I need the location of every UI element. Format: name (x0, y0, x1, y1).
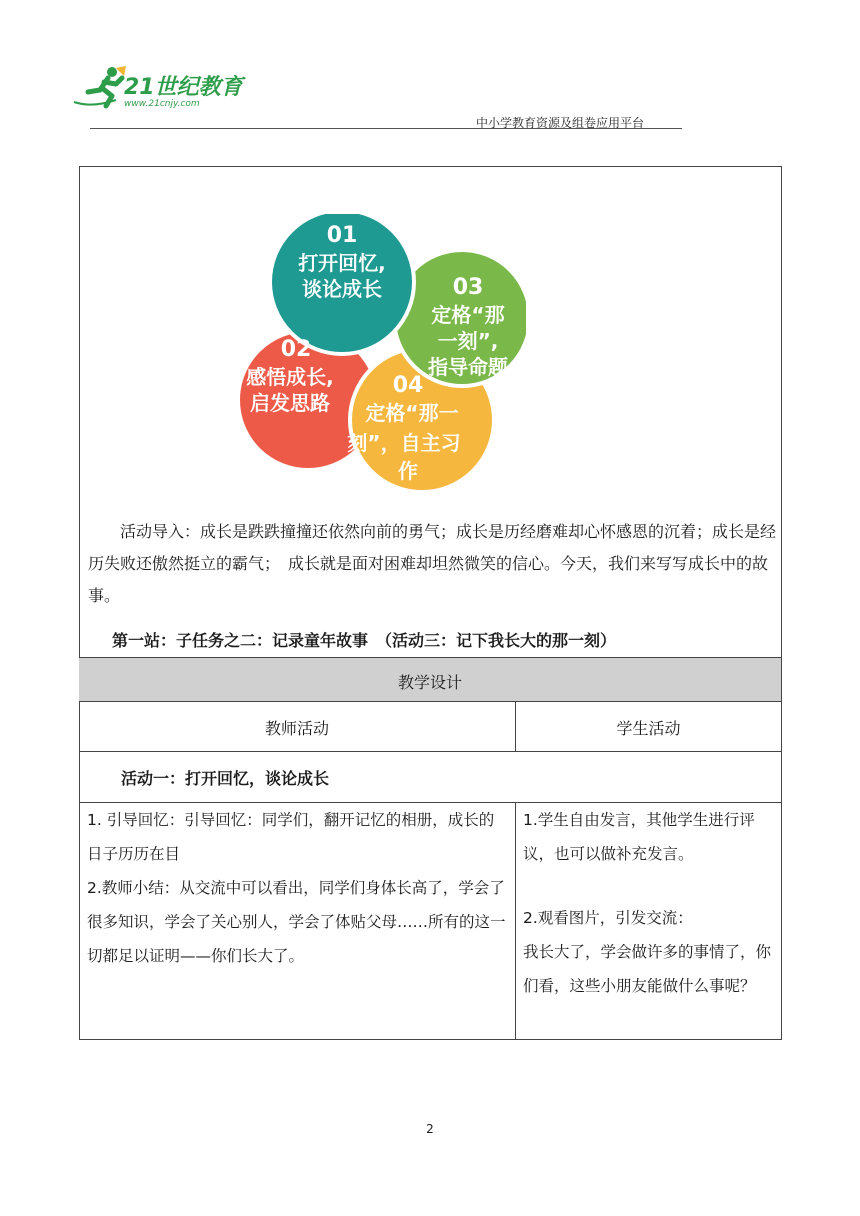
activity-flow-diagram (236, 214, 526, 500)
station-title: 第一站：子任务之二：记录童年故事 （活动三：记下我长大的那一刻） (112, 631, 617, 650)
student-item: 1.学生自由发言，其他学生进行评议，也可以做补充发言。 (523, 811, 755, 863)
teacher-item: 1. 引导回忆：引导回忆：同学们，翻开记忆的相册，成长的日子历历在目 (87, 811, 495, 863)
circle-02-line2: 启发思路 (250, 391, 330, 415)
platform-name: 中小学教育资源及组卷应用平台 (476, 116, 645, 130)
circle-04-line3: 作 (398, 459, 418, 483)
column-divider (515, 802, 516, 1039)
logo-url: www.21cnjy.com (124, 99, 200, 109)
circle-04-line2: 刻”，自主习 (347, 431, 461, 455)
teacher-item: 2.教师小结：从交流中可以看出，同学们身体长高了，学会了很多知识，学会了关心别人，学会了体贴父母……所有的这一切都足以证明——你们长大了。 (87, 879, 506, 965)
circle-02-number: 02 (280, 337, 312, 362)
circle-01-line1: 打开回忆, (298, 251, 386, 275)
circle-04-line1: 定格“那一 (365, 401, 459, 425)
student-item: 我长大了，学会做许多的事情了，你们看，这些小朋友能做什么事呢？ (523, 943, 772, 995)
intro-paragraph: 活动导入：成长是跌跌撞撞还依然向前的勇气；成长是历经磨难却心怀感恩的沉着；成长是经历失败还傲然挺立的霸气； 成长就是面对困难却坦然微笑的信心。今天，我们来写写成长中的故事。 (88, 522, 777, 605)
table-divider (79, 751, 782, 752)
student-activity-cell (523, 803, 777, 1003)
circle-04-number: 04 (392, 373, 424, 398)
circle-01-number: 01 (326, 223, 358, 248)
table-border-right (781, 166, 782, 1040)
teacher-activity-header: 教师活动 (264, 719, 329, 738)
design-label: 教学设计 (397, 673, 462, 692)
page-number: 2 (426, 1122, 434, 1136)
student-item: 2.观看图片，引发交流： (523, 909, 693, 927)
runner-icon (74, 66, 126, 106)
logo-text: 21世纪教育 (124, 75, 243, 100)
header-divider (90, 128, 682, 129)
activity-title: 活动一：打开回忆，谈论成长 (121, 769, 330, 788)
teacher-activity-cell (87, 803, 509, 973)
circle-03-line2: 一刻”, (437, 329, 499, 353)
table-border-top (79, 166, 782, 167)
table-border-left (79, 166, 80, 1040)
circle-02-line1: 感悟成长, (246, 365, 334, 389)
table-divider (79, 701, 782, 702)
circle-03-line3: 指导命题 (428, 355, 508, 379)
table-border-bottom (79, 1039, 782, 1040)
site-logo (72, 62, 252, 112)
circle-03-line1: 定格“那 (431, 303, 505, 327)
student-activity-header: 学生活动 (616, 719, 681, 738)
circle-01-line2: 谈论成长 (302, 277, 382, 301)
circle-03-number: 03 (452, 275, 484, 300)
